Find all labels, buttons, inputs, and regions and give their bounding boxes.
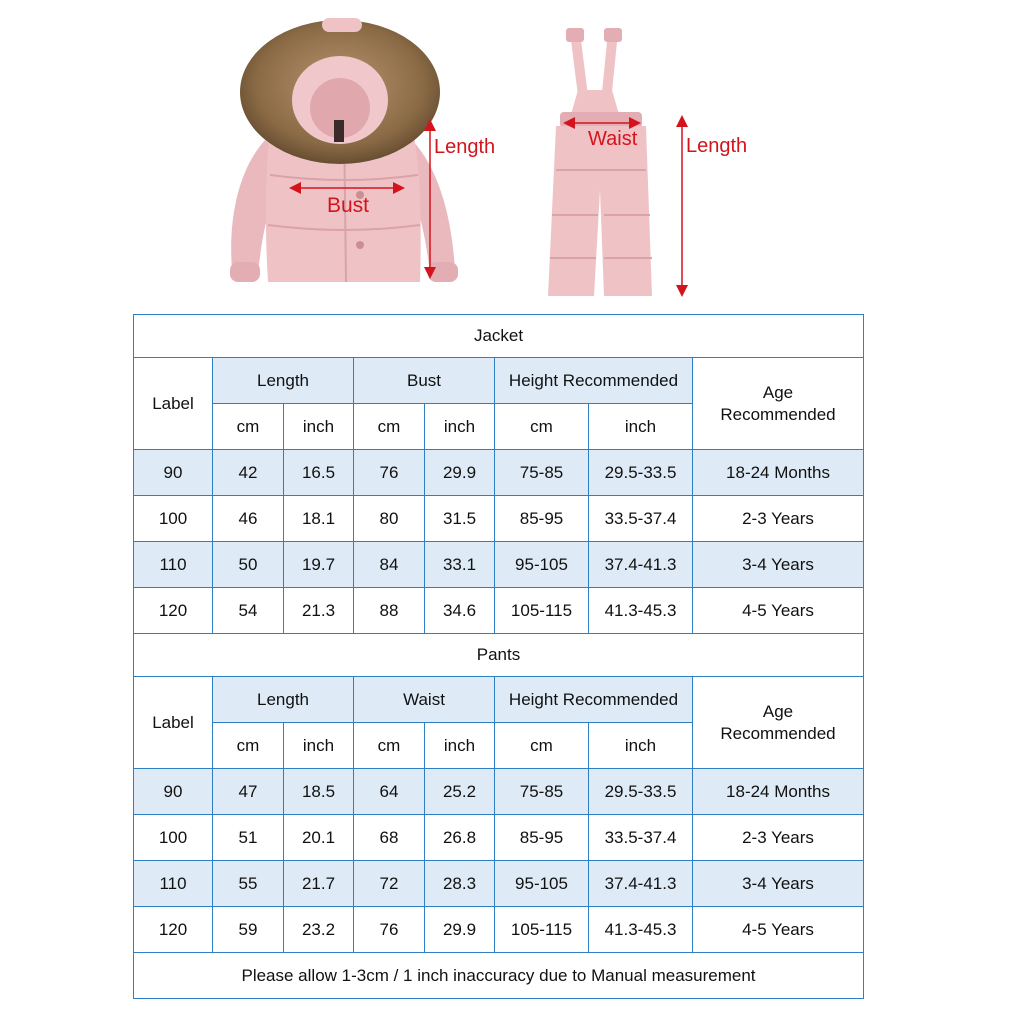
jacket-unit-cm: cm <box>354 404 425 450</box>
pants-waist-header: Waist <box>354 677 495 723</box>
jacket-unit-inch: inch <box>425 404 495 450</box>
table-cell: 21.7 <box>284 861 354 907</box>
pants-unit-cm: cm <box>495 723 589 769</box>
table-cell: 85-95 <box>495 815 589 861</box>
jacket-bust-header: Bust <box>354 358 495 404</box>
table-cell: 41.3-45.3 <box>589 588 693 634</box>
table-cell: 31.5 <box>425 496 495 542</box>
table-cell: 4-5 Years <box>693 907 864 953</box>
jacket-unit-cm: cm <box>213 404 284 450</box>
table-cell: 33.5-37.4 <box>589 496 693 542</box>
table-cell: 100 <box>134 815 213 861</box>
table-cell: 64 <box>354 769 425 815</box>
table-cell: 90 <box>134 450 213 496</box>
table-cell: 18-24 Months <box>693 450 864 496</box>
table-cell: 76 <box>354 907 425 953</box>
jacket-length-annotation: Length <box>434 136 496 158</box>
table-cell: 76 <box>354 450 425 496</box>
table-cell: 18.1 <box>284 496 354 542</box>
pants-age-header: Age Recommended <box>693 677 864 769</box>
table-cell: 29.9 <box>425 907 495 953</box>
pants-unit-cm: cm <box>213 723 284 769</box>
table-row <box>134 861 864 907</box>
jacket-unit-inch: inch <box>589 404 693 450</box>
jacket-age-header: Age Recommended <box>693 358 864 450</box>
table-cell: 80 <box>354 496 425 542</box>
table-cell: 72 <box>354 861 425 907</box>
table-cell: 41.3-45.3 <box>589 907 693 953</box>
jacket-label-header: Label <box>134 358 213 450</box>
pants-waist-annotation: Waist <box>588 128 638 150</box>
table-cell: 33.5-37.4 <box>589 815 693 861</box>
table-cell: 100 <box>134 496 213 542</box>
table-cell: 75-85 <box>495 769 589 815</box>
table-cell: 34.6 <box>425 588 495 634</box>
pants-unit-cm: cm <box>354 723 425 769</box>
pants-length-header: Length <box>213 677 354 723</box>
pants-unit-inch: inch <box>284 723 354 769</box>
table-cell: 110 <box>134 542 213 588</box>
table-cell: 28.3 <box>425 861 495 907</box>
table-cell: 68 <box>354 815 425 861</box>
table-cell: 105-115 <box>495 907 589 953</box>
table-cell: 37.4-41.3 <box>589 861 693 907</box>
table-cell: 46 <box>213 496 284 542</box>
table-cell: 18-24 Months <box>693 769 864 815</box>
table-cell: 4-5 Years <box>693 588 864 634</box>
table-row <box>134 450 864 496</box>
footer-note: Please allow 1-3cm / 1 inch inaccuracy due to Manual measurement <box>134 953 864 999</box>
product-illustration <box>0 0 1024 310</box>
table-cell: 90 <box>134 769 213 815</box>
table-cell: 20.1 <box>284 815 354 861</box>
table-cell: 29.5-33.5 <box>589 450 693 496</box>
table-row <box>134 769 864 815</box>
pants-height-header: Height Recommended <box>495 677 693 723</box>
table-cell: 110 <box>134 861 213 907</box>
table-cell: 2-3 Years <box>693 815 864 861</box>
table-cell: 21.3 <box>284 588 354 634</box>
table-row <box>134 815 864 861</box>
pants-unit-inch: inch <box>589 723 693 769</box>
table-cell: 18.5 <box>284 769 354 815</box>
table-row <box>134 542 864 588</box>
table-cell: 88 <box>354 588 425 634</box>
table-cell: 26.8 <box>425 815 495 861</box>
table-cell: 47 <box>213 769 284 815</box>
table-cell: 19.7 <box>284 542 354 588</box>
size-chart-table <box>133 314 864 999</box>
table-cell: 55 <box>213 861 284 907</box>
table-cell: 2-3 Years <box>693 496 864 542</box>
jacket-image <box>230 18 458 282</box>
table-cell: 3-4 Years <box>693 542 864 588</box>
table-cell: 84 <box>354 542 425 588</box>
jacket-height-header: Height Recommended <box>495 358 693 404</box>
table-cell: 59 <box>213 907 284 953</box>
table-cell: 85-95 <box>495 496 589 542</box>
table-cell: 29.5-33.5 <box>589 769 693 815</box>
jacket-section-title: Jacket <box>134 315 864 358</box>
table-cell: 95-105 <box>495 861 589 907</box>
table-cell: 120 <box>134 907 213 953</box>
pants-unit-inch: inch <box>425 723 495 769</box>
table-row <box>134 588 864 634</box>
table-cell: 105-115 <box>495 588 589 634</box>
table-cell: 16.5 <box>284 450 354 496</box>
table-cell: 95-105 <box>495 542 589 588</box>
jacket-bust-annotation: Bust <box>327 194 370 217</box>
pants-length-annotation: Length <box>686 135 748 157</box>
table-cell: 75-85 <box>495 450 589 496</box>
jacket-unit-cm: cm <box>495 404 589 450</box>
table-cell: 3-4 Years <box>693 861 864 907</box>
table-cell: 51 <box>213 815 284 861</box>
table-cell: 37.4-41.3 <box>589 542 693 588</box>
jacket-unit-inch: inch <box>284 404 354 450</box>
table-cell: 33.1 <box>425 542 495 588</box>
pants-image <box>548 28 652 296</box>
pants-label-header: Label <box>134 677 213 769</box>
table-cell: 54 <box>213 588 284 634</box>
table-cell: 120 <box>134 588 213 634</box>
table-cell: 29.9 <box>425 450 495 496</box>
table-cell: 23.2 <box>284 907 354 953</box>
table-row <box>134 496 864 542</box>
table-cell: 25.2 <box>425 769 495 815</box>
pants-section-title: Pants <box>134 634 864 677</box>
table-cell: 50 <box>213 542 284 588</box>
table-cell: 42 <box>213 450 284 496</box>
garment-drawing <box>0 0 1024 310</box>
jacket-length-header: Length <box>213 358 354 404</box>
table-row <box>134 907 864 953</box>
